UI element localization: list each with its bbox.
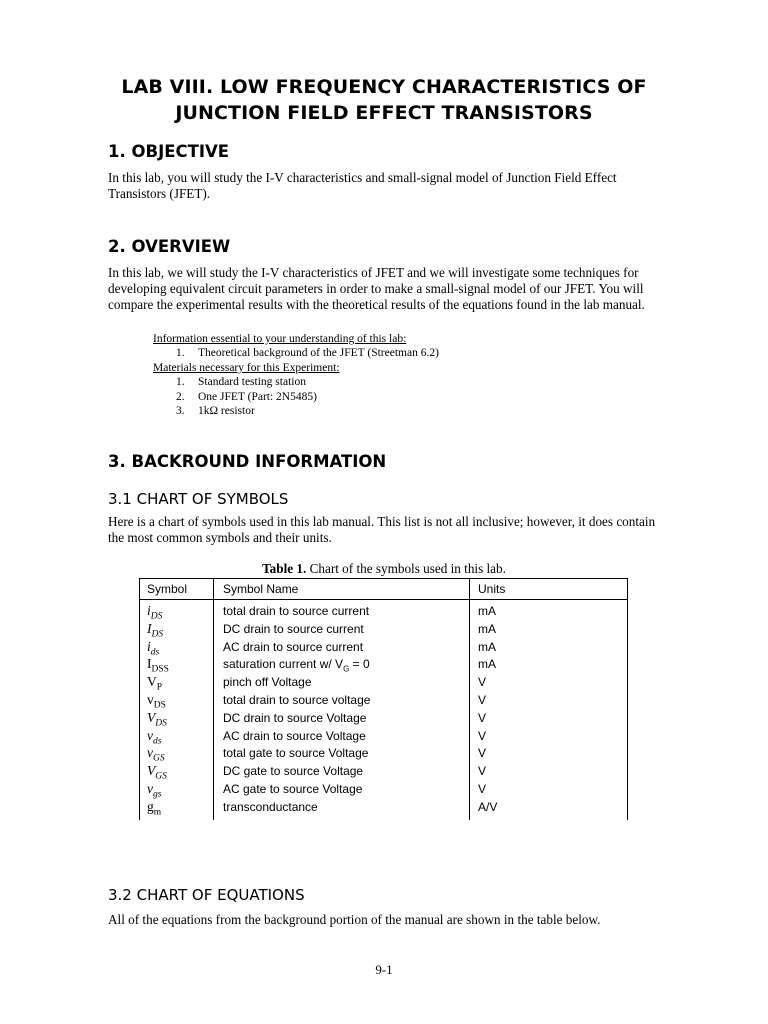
chart-of-symbols-heading: 3.1 CHART OF SYMBOLS: [108, 490, 289, 508]
table-cell-units: V: [478, 710, 487, 725]
overview-heading: 2. OVERVIEW: [108, 237, 231, 256]
chart-of-symbols-text: Here is a chart of symbols used in this lab manual. This list is not all inclusive; however, it does contain the most common symbols and their units.: [108, 514, 656, 545]
chart-of-equations-text: All of the equations from the background portion of the manual are shown in the table below.: [108, 912, 601, 927]
table-cell-symbol: $v_{GS}$: [147, 745, 165, 765]
overview-text: In this lab, we will study the I-V characteristics of JFET and we will investigate some techniques for developing equivalent circuit parameters in order to make a small-signal model of our JFET. You will compare the experimental results with the theoretical results of the equations found in the lab manual.: [108, 265, 645, 312]
table-cell-units: V: [478, 782, 487, 796]
table-cell-units: mA: [478, 621, 496, 636]
list-item: 1. Theoretical background of the JFET (Streetman 6.2): [176, 347, 439, 359]
list-item: 3. 1kΩ resistor: [176, 405, 255, 417]
table-cell-symbol-name: saturation current w/ $V_G = 0$: [223, 657, 370, 674]
background-heading: 3. BACKROUND INFORMATION: [108, 452, 387, 471]
table-cell-units: mA: [478, 639, 496, 654]
page-number: 9-1: [375, 962, 393, 977]
table-cell-symbol: $V_{GS}$: [147, 763, 167, 782]
list-item: 2. One JFET (Part: 2N5485): [176, 390, 317, 403]
table-cell-symbol: $v_{gs}$: [147, 781, 162, 800]
table-header-symbol: Symbol: [147, 582, 188, 596]
table-cell-units: V: [478, 675, 487, 690]
table-cell-symbol-name: AC drain to source Voltage: [223, 728, 366, 743]
table-cell-symbol: $I_{DSS}$: [147, 656, 169, 676]
list-item: 1. Standard testing station: [176, 376, 306, 388]
table-cell-symbol: $g_m$: [147, 798, 162, 818]
table-cell-symbol-name: DC drain to source current: [223, 621, 364, 636]
document-title-line-1: LAB VIII. LOW FREQUENCY CHARACTERISTICS OF: [121, 76, 647, 98]
table-cell-units: mA: [478, 604, 496, 618]
table-cell-symbol-name: pinch off Voltage: [223, 675, 312, 690]
table-cell-units: V: [478, 764, 487, 779]
table-cell-symbol: $i_{DS}$: [147, 603, 163, 622]
table-cell-units: V: [478, 693, 487, 707]
symbols-table: [139, 578, 628, 820]
table-cell-symbol: $i_{ds}$: [147, 638, 160, 658]
objective-text: In this lab, you will study the I-V characteristics and small-signal model of Junction Field Effect Transistors (JFET).: [108, 170, 617, 201]
table-caption-text: Chart of the symbols used in this lab.: [306, 561, 506, 576]
table-caption: [0, 561, 768, 577]
table-caption-label: Table 1.: [262, 561, 307, 576]
table-cell-units: mA: [478, 657, 496, 672]
table-cell-symbol: $V_{DS}$: [147, 709, 167, 729]
document-title-line-2: JUNCTION FIELD EFFECT TRANSISTORS: [175, 102, 593, 124]
table-header-units: Units: [478, 582, 506, 596]
table-cell-symbol: $v_{DS}$: [147, 692, 166, 711]
table-cell-symbol-name: total gate to source Voltage: [223, 746, 369, 761]
table-cell-symbol: $v_{ds}$: [147, 727, 162, 747]
table-cell-symbol-name: AC gate to source Voltage: [223, 782, 363, 796]
table-cell-units: A/V: [478, 799, 498, 814]
table-cell-symbol-name: total drain to source voltage: [223, 693, 371, 707]
chart-of-equations-heading: 3.2 CHART OF EQUATIONS: [108, 886, 305, 904]
table-cell-symbol-name: total drain to source current: [223, 604, 370, 618]
materials-list: [176, 375, 317, 419]
table-cell-symbol-name: DC drain to source Voltage: [223, 710, 367, 725]
info-list: [176, 346, 439, 361]
table-cell-symbol-name: DC gate to source Voltage: [223, 764, 364, 779]
table-cell-symbol: $V_P$: [147, 674, 163, 693]
table-cell-symbol-name: AC drain to source current: [223, 639, 364, 654]
table-cell-units: V: [478, 728, 487, 743]
materials-label: Materials necessary for this Experiment:: [153, 362, 340, 374]
table-cell-symbol-name: transconductance: [223, 799, 318, 814]
table-header-symbol-name: Symbol Name: [223, 582, 299, 596]
table-cell-symbol: $I_{DS}$: [147, 620, 164, 640]
table-cell-units: V: [478, 746, 487, 761]
objective-heading: 1. OBJECTIVE: [108, 142, 230, 161]
info-label: Information essential to your understanding of this lab:: [153, 333, 407, 345]
